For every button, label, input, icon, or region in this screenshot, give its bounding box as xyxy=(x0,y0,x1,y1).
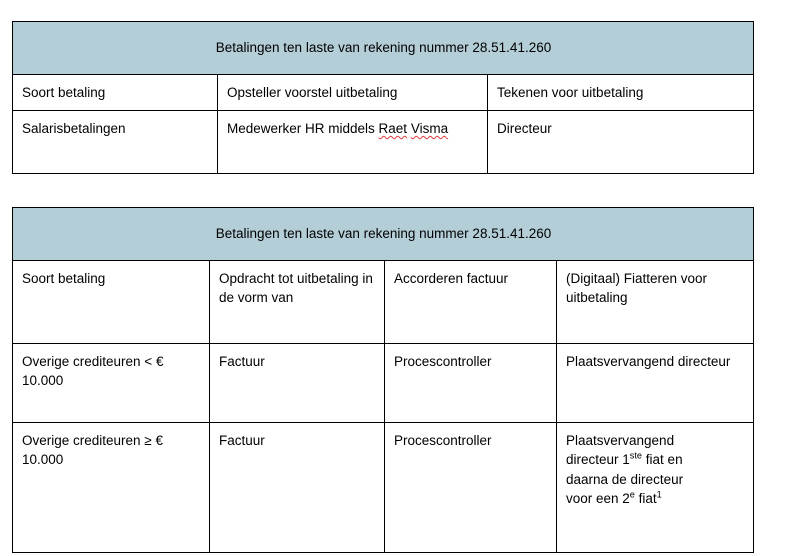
table2-header-accorderen-factuur: Accorderen factuur xyxy=(385,260,557,343)
table2-row1-opdracht: Factuur xyxy=(210,343,385,422)
table2-row2-soort-betaling: Overige crediteuren ≥ € 10.000 xyxy=(13,422,210,552)
fiat-ordinal-e: e xyxy=(629,489,635,500)
spellcheck-word-raet: Raet xyxy=(378,121,408,137)
fiat-line2-pre: directeur 1 xyxy=(566,452,630,468)
table-header-row xyxy=(13,74,754,111)
table1-header-opsteller-voorstel-uitbetaling: Opsteller voorstel uitbetaling xyxy=(218,74,488,111)
table2-row1-fiatteren: Plaatsvervangend directeur xyxy=(557,343,754,422)
fiat-line4-pre: voor een 2 xyxy=(566,491,630,507)
table-title-row xyxy=(13,208,754,261)
table1-title: Betalingen ten laste van rekening nummer 28.51.41.260 xyxy=(13,22,754,75)
table-header-row xyxy=(13,260,754,343)
table1-cell-tekenen: Directeur xyxy=(488,111,754,174)
table2-row2-accorderen: Procescontroller xyxy=(385,422,557,552)
table-title-row xyxy=(13,22,754,75)
table2-header-fiatteren-voor-uitbetaling: (Digitaal) Fiatteren voor uitbetaling xyxy=(557,260,754,343)
table2-row2-fiatteren xyxy=(557,422,754,552)
table2-header-opdracht-tot-uitbetaling: Opdracht tot uitbetaling in de vorm van xyxy=(210,260,385,343)
table-row xyxy=(13,111,754,174)
table2-row2-opdracht: Factuur xyxy=(210,422,385,552)
table-row xyxy=(13,343,754,422)
fiat-line2-post: fiat en xyxy=(642,452,683,468)
table2-header-soort-betaling: Soort betaling xyxy=(13,260,210,343)
table1-header-tekenen-voor-uitbetaling: Tekenen voor uitbetaling xyxy=(488,74,754,111)
table1-header-soort-betaling: Soort betaling xyxy=(13,74,218,111)
payments-table-salary xyxy=(12,21,754,174)
table2-title: Betalingen ten laste van rekening nummer 28.51.41.260 xyxy=(13,208,754,261)
table1-cell-soort-betaling: Salarisbetalingen xyxy=(13,111,218,174)
table2-row1-soort-betaling: Overige crediteuren < € 10.000 xyxy=(13,343,210,422)
fiat-ordinal-ste: ste xyxy=(629,450,643,461)
table-row xyxy=(13,422,754,552)
fiat-line3: daarna de directeur xyxy=(566,471,684,487)
payments-table-creditors xyxy=(12,207,754,553)
table1-cell-opsteller: Medewerker HR middels Raet Visma xyxy=(218,111,488,174)
fiat-line1: Plaatsvervangend xyxy=(566,432,675,448)
fiat-line4-post: fiat xyxy=(634,491,657,507)
spellcheck-word-visma: Visma xyxy=(410,121,449,137)
footnote-marker: 1 xyxy=(656,489,662,500)
table2-row1-accorderen: Procescontroller xyxy=(385,343,557,422)
